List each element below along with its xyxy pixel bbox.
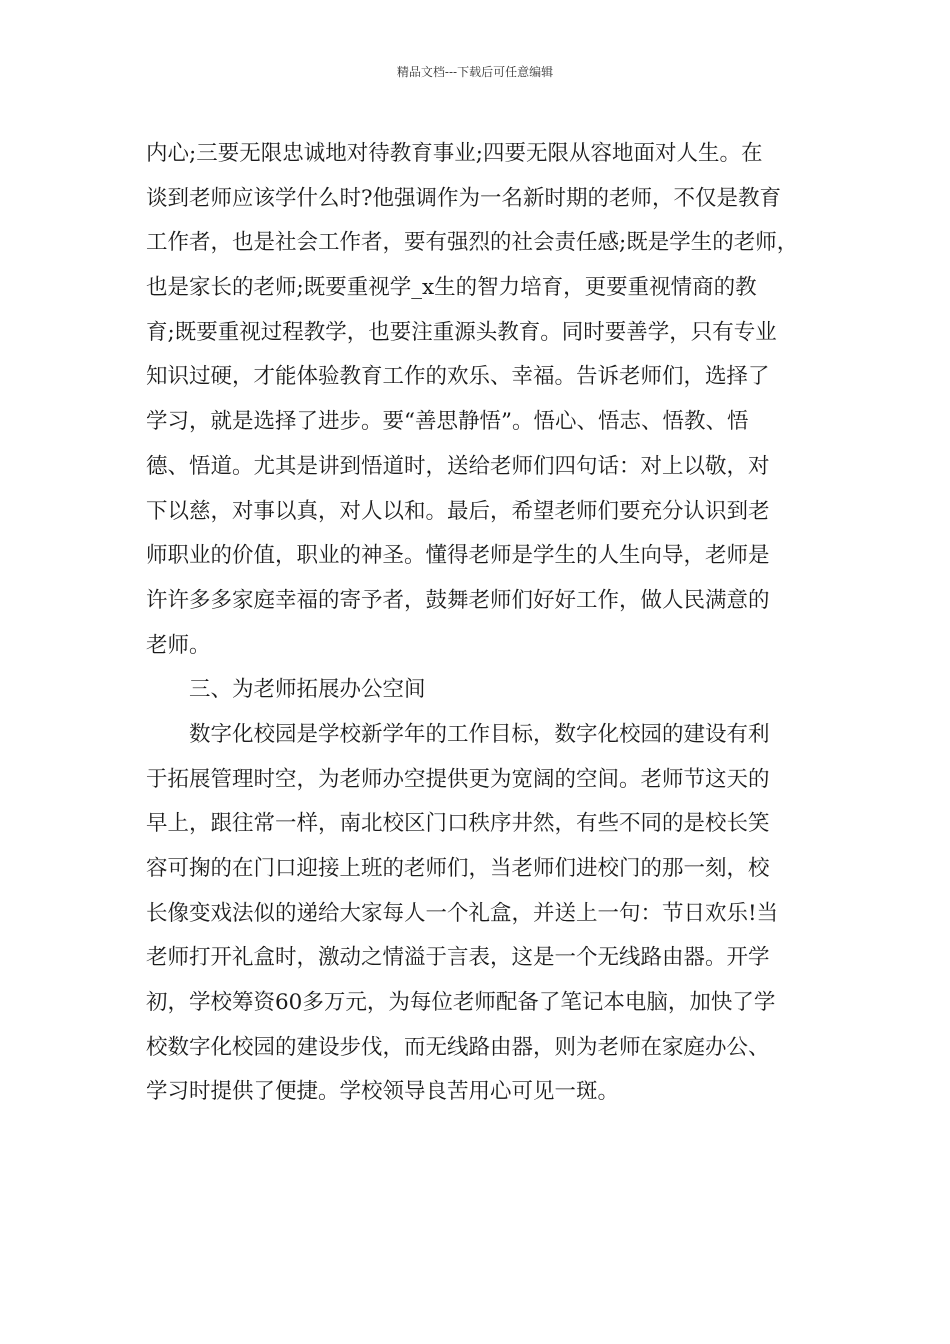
text-line: 德、悟道。尤其是讲到悟道时，送给老师们四句话：对上以敬，对	[146, 453, 770, 479]
text-line: 容可掬的在门口迎接上班的老师们，当老师们进校门的那一刻，校	[146, 856, 770, 881]
text-line: 学习，就是选择了进步。要“善思静悟”。悟心、悟志、悟教、悟	[146, 409, 749, 435]
text-line: 于拓展管理时空，为老师办空提供更为宽阔的空间。老师节这天的	[146, 766, 770, 792]
text-line: 数字化校园是学校新学年的工作目标，数字化校园的建设有利	[189, 721, 770, 747]
document-body	[146, 132, 846, 1115]
page-header: 精品文档---下载后可任意编辑	[396, 65, 554, 79]
text-line: 育;既要重视过程教学，也要注重源头教育。同时要善学，只有专业	[146, 319, 777, 345]
text-line: 老师。	[146, 632, 211, 658]
text-line: 许许多多家庭幸福的寄予者，鼓舞老师们好好工作，做人民满意的	[146, 587, 770, 613]
text-line: 工作者，也是社会工作者，要有强烈的社会责任感;既是学生的老师，	[146, 230, 799, 256]
text-line: 长像变戏法似的递给大家每人一个礼盒，并送上一句：节日欢乐!当	[146, 900, 779, 926]
text-line: 老师打开礼盒时，激动之情溢于言表，这是一个无线路由器。开学	[146, 945, 770, 971]
text-line: 校数字化校园的建设步伐，而无线路由器，则为老师在家庭办公、	[146, 1034, 770, 1060]
text-line: 早上，跟往常一样，南北校区门口秩序井然，有些不同的是校长笑	[146, 811, 770, 837]
text-line: 也是家长的老师;既要重视学_x生的智力培育，更要重视情商的教	[146, 275, 757, 301]
text-line: 知识过硬，才能体验教育工作的欢乐、幸福。告诉老师们，选择了	[146, 364, 770, 390]
text-line: 内心;三要无限忠诚地对待教育事业;四要无限从容地面对人生。在	[146, 141, 763, 166]
text-line: 师职业的价值，职业的神圣。懂得老师是学生的人生向导，老师是	[146, 543, 770, 569]
text-line: 学习时提供了便捷。学校领导良苦用心可见一斑。	[146, 1079, 620, 1105]
text-line: 初，学校筹资60多万元，为每位老师配备了笔记本电脑，加快了学	[146, 990, 776, 1016]
text-line: 谈到老师应该学什么时?他强调作为一名新时期的老师，不仅是教育	[146, 185, 782, 211]
section-heading: 三、为老师拓展办公空间	[189, 677, 426, 703]
text-line: 下以慈，对事以真，对人以和。最后，希望老师们要充分认识到老	[146, 498, 770, 524]
